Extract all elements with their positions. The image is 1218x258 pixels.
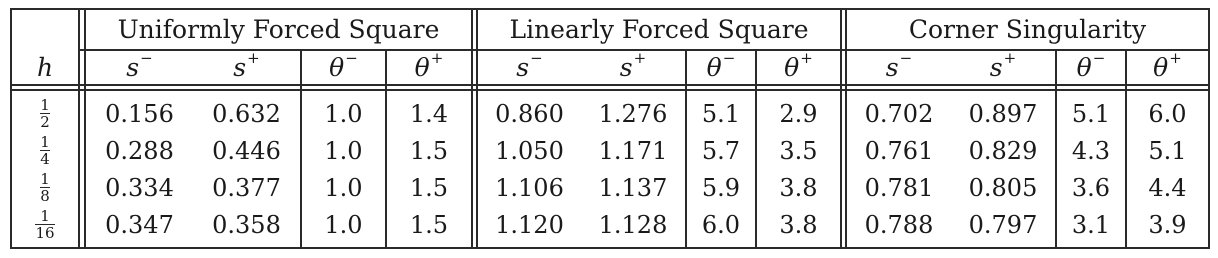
rule-group-divider-1a (471, 8, 473, 249)
table-cell: 1.0 (324, 99, 363, 128)
table-cell: 2.9 (779, 99, 818, 128)
group-header-linearly-forced-square: Linearly Forced Square (509, 15, 809, 44)
table-cell: 3.9 (1148, 210, 1187, 239)
h-column-header: h (36, 53, 54, 82)
subheader-s-minus: s − (126, 48, 153, 82)
rule-group-divider-2a (840, 8, 842, 249)
table-cell: 5.9 (701, 173, 741, 202)
h-numerator: 1 (40, 170, 50, 188)
group-header-uniformly-forced-square: Uniformly Forced Square (117, 15, 440, 44)
subheader-s-plus: s + (619, 48, 647, 82)
table-cell: 0.288 (105, 136, 174, 165)
table-cell: 0.781 (864, 173, 934, 202)
table-cell: 0.805 (968, 173, 1038, 202)
rule-header-bottom-1 (10, 84, 1210, 86)
table-cell: 5.1 (1148, 136, 1187, 165)
subheader-theta-minus: θ − (1076, 48, 1106, 82)
table-cell: 1.171 (598, 136, 668, 165)
h-numerator: 1 (40, 133, 50, 151)
table-cell: 0.358 (212, 210, 281, 239)
table-cell: 0.156 (105, 99, 174, 128)
subheader-s-minus: s − (516, 48, 543, 82)
table-cell: 1.120 (495, 210, 564, 239)
table-cell: 3.5 (779, 136, 818, 165)
h-denominator: 2 (40, 113, 50, 131)
table-cell: 3.1 (1071, 210, 1111, 239)
table-cell: 6.0 (701, 210, 741, 239)
subheader-s-minus: s − (885, 48, 913, 82)
table-cell: 1.0 (324, 173, 363, 202)
table-cell: 1.050 (495, 136, 564, 165)
rule-right (1208, 8, 1210, 249)
table-cell: 0.446 (212, 136, 281, 165)
table-cell: 1.5 (409, 173, 449, 202)
table-cell: 0.788 (864, 210, 934, 239)
table-cell: 6.0 (1148, 99, 1187, 128)
h-fraction (40, 134, 50, 167)
table-cell: 5.1 (1071, 99, 1111, 128)
rule-header-bottom-2 (10, 89, 1210, 91)
subheader-theta-plus: θ + (1153, 48, 1182, 82)
table-cell: 4.3 (1071, 136, 1111, 165)
table-cell: 3.6 (1071, 173, 1111, 202)
table-cell: 1.0 (324, 210, 363, 239)
h-value-cell (12, 206, 78, 243)
h-numerator: 1 (40, 207, 50, 225)
table-cell: 1.0 (324, 136, 363, 165)
table-cell: 5.7 (701, 136, 741, 165)
table-cell: 0.860 (495, 99, 564, 128)
rule-h-divider-1 (78, 8, 80, 249)
h-value-cell (12, 95, 78, 132)
table-cell: 4.4 (1148, 173, 1187, 202)
h-value-cell (12, 169, 78, 206)
h-numerator: 1 (40, 96, 50, 114)
h-fraction (40, 97, 50, 130)
table-cell: 1.5 (409, 210, 449, 239)
table-cell: 3.8 (779, 173, 818, 202)
table-cell: 0.347 (105, 210, 174, 239)
subheader-s-plus: s + (989, 48, 1017, 82)
table-cell: 0.377 (212, 173, 281, 202)
table-cell: 1.276 (598, 99, 668, 128)
table-cell: 0.761 (864, 136, 934, 165)
rule-bottom (10, 247, 1210, 249)
group-header-corner-singularity: Corner Singularity (908, 15, 1147, 44)
table-cell: 1.128 (598, 210, 668, 239)
table-cell: 0.632 (212, 99, 281, 128)
table-cell: 1.5 (409, 136, 449, 165)
subheader-theta-plus: θ + (784, 48, 813, 82)
h-denominator: 4 (40, 150, 50, 168)
h-denominator: 8 (40, 187, 50, 205)
h-fraction (40, 171, 50, 204)
table-cell: 1.4 (409, 99, 449, 128)
subheader-s-plus: s + (233, 48, 260, 82)
table-cell: 1.106 (495, 173, 564, 202)
subheader-theta-minus: θ − (706, 48, 736, 82)
h-denominator: 16 (35, 224, 55, 242)
table-cell: 0.797 (968, 210, 1038, 239)
table-cell: 0.829 (968, 136, 1038, 165)
subheader-theta-plus: θ + (414, 48, 444, 82)
table-cell: 5.1 (701, 99, 741, 128)
table-cell: 3.8 (779, 210, 818, 239)
h-fraction (35, 208, 54, 241)
table-cell: 1.137 (598, 173, 668, 202)
subheader-theta-minus: θ − (329, 48, 358, 82)
table-cell: 0.702 (864, 99, 934, 128)
table-cell: 0.897 (968, 99, 1038, 128)
table-cell: 0.334 (105, 173, 174, 202)
h-value-cell (12, 132, 78, 169)
